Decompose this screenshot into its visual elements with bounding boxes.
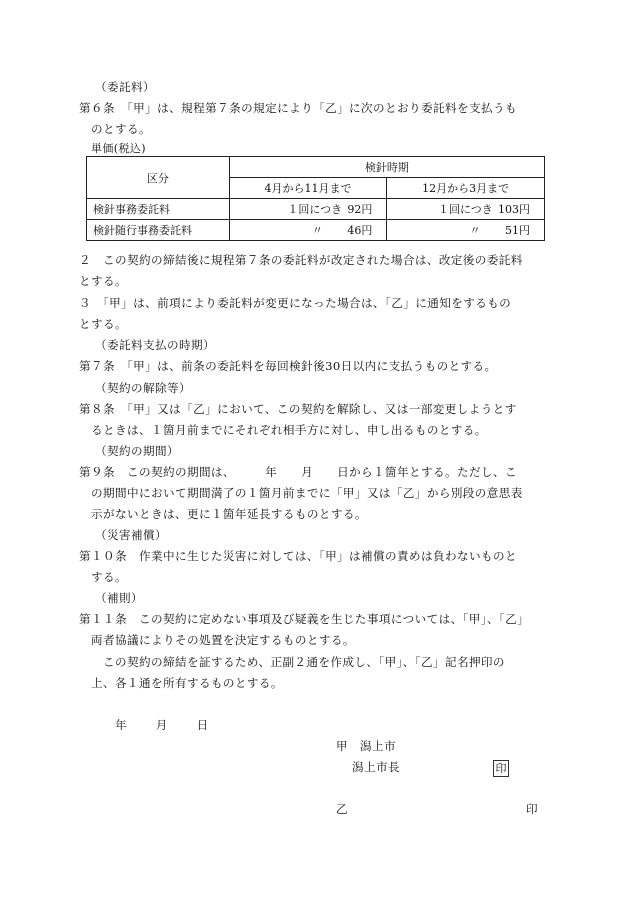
article10-heading: （災害補償） [95,528,167,542]
header-period: 検針時期 [229,157,544,178]
fee-value: 46円 [347,224,373,237]
article10-line2: する。 [91,570,127,584]
fee-prefix: 〃 [311,224,323,237]
article11-line2: 両者協議によりその処置を決定するものとする。 [91,633,355,647]
article6-line2: のとする。 [91,122,151,136]
article6-para2-line1: ２ この契約の締結後に規程第７条の委託料が改定された場合は、改定後の委託料 [79,253,523,267]
fee-value: 103円 [498,203,530,216]
article8-line1: 第８条 「甲」又は「乙」において、この契約を解除し、又は一部変更しようとす [79,402,517,416]
header-period2: 12月から3月まで [387,178,545,199]
article7-heading: （委託料支払の時期） [95,338,215,352]
header-kubun: 区分 [87,157,230,199]
article7-line1: 第７条 「甲」は、前条の委託料を毎回検針後30日以内に支払うものとする。 [79,359,497,373]
table-row [87,199,545,220]
article8-heading: （契約の解除等） [95,381,191,395]
article6-para2-line2: とする。 [79,274,127,288]
article11-line1: 第１１条 この契約に定めない事項及び疑義を生じた事項については、「甲」、「乙」 [79,612,530,626]
fee-prefix: 〃 [469,224,481,237]
article6-line1: 第６条 「甲」は、規程第７条の規定により「乙」に次のとおり委託料を支払うも [79,101,517,115]
closing-line2: 上、各１通を所有するものとする。 [91,676,283,690]
article8-line2: るときは、１箇月前までにそれぞれ相手方に対し、申し出るものとする。 [91,423,487,437]
article11-heading: （補則） [95,591,143,605]
closing-line1: この契約の締結を証するため、正副２通を作成し、「甲」、「乙」記名押印の [103,655,505,669]
article6-heading: （委託料） [95,80,155,94]
article10-line1: 第１０条 作業中に生じた災害に対しては、「甲」は補償の責めは負わないものと [79,549,517,563]
article9-line1: 第９条 この契約の期間は、 年 月 日から１箇年とする。ただし、こ [79,465,517,479]
signature-date: 年 月 日 [115,718,211,732]
unit-price-label: 単価(税込) [91,142,146,155]
fee-cell [229,199,387,220]
fee-cell [229,220,387,241]
fee-value: 51円 [505,224,530,237]
article6-para3-line2: とする。 [79,317,127,331]
party-a-representative: 潟上市長 [352,760,400,774]
article9-line3: 示がないときは、更に１箇年延長するものとする。 [91,507,367,521]
fee-value: 92円 [347,203,373,216]
fee-cell [387,199,545,220]
fee-table [86,156,545,241]
article6-para3-line1: ３ 「甲」は、前項により委託料が変更になった場合は、「乙」に通知をするもの [79,296,512,310]
article9-line2: の期間中において期間満了の１箇月前までに「甲」又は「乙」から別段の意思表 [91,486,523,500]
header-period1: 4月から11月まで [229,178,387,199]
party-b-label: 乙 [336,802,348,816]
fee-cell [387,220,545,241]
table-row [87,220,545,241]
party-a-name: 甲 潟上市 [336,739,396,753]
fee-prefix: １回につき [287,203,343,216]
row-label: 検針事務委託料 [87,199,230,220]
fee-prefix: １回につき [438,203,493,216]
article9-heading: （契約の期間） [95,444,179,458]
seal-a-stamp: 印 [493,760,509,777]
row-label: 検針随行事務委託料 [87,220,230,241]
table-header-row [87,157,545,178]
seal-b-mark: 印 [526,802,538,816]
